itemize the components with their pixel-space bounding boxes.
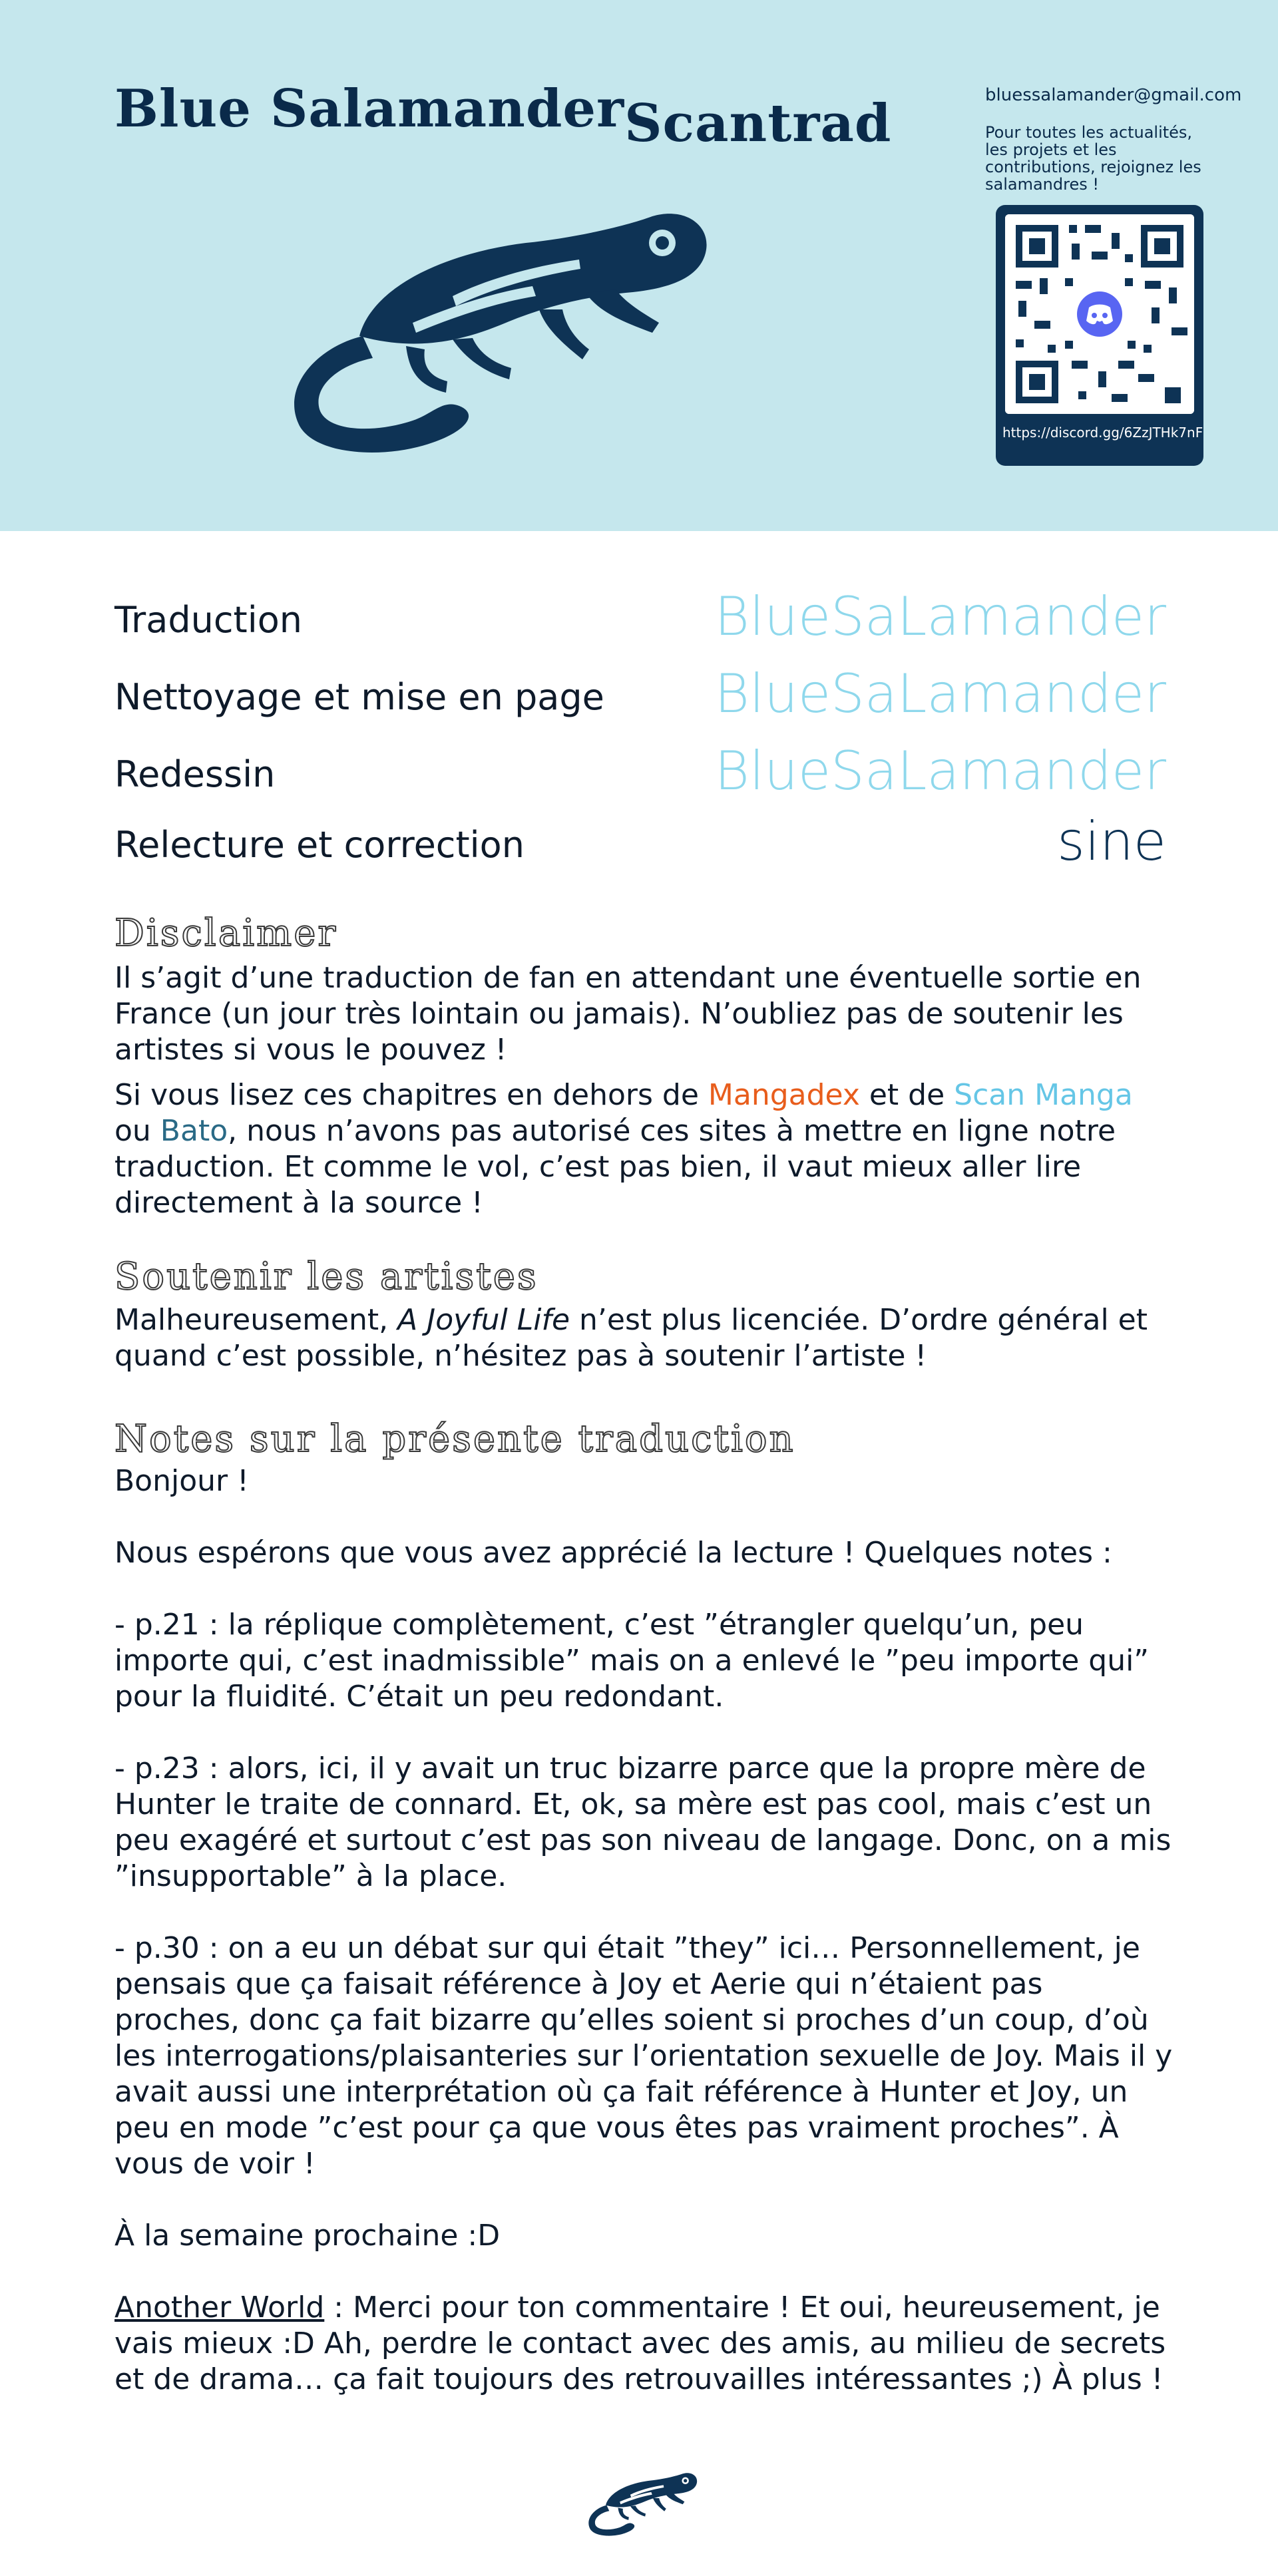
credit-name: BlueSaLamander: [714, 740, 1166, 802]
reply-text: : Merci pour ton commentaire ! Et oui, heureusement, je vais mieux :D Ah, perdre le contact avec des amis, au milieu de secrets et de drama… ça fait toujours des retrouvailles intéressantes ;) À plus !: [114, 2291, 1166, 2396]
mangadex-link[interactable]: Mangadex: [708, 1078, 860, 1112]
scanmanga-link[interactable]: Scan Manga: [954, 1078, 1133, 1112]
disclaimer-title: Disclaimer: [114, 912, 338, 955]
notes-section: [114, 1417, 1173, 2398]
discord-qr-card[interactable]: [996, 205, 1203, 466]
support-title: Soutenir les artistes: [114, 1255, 538, 1298]
notes-hello: Bonjour !: [114, 1464, 249, 1498]
support-text: Malheureusement,: [114, 1303, 398, 1337]
credit-role: Traduction: [114, 599, 302, 641]
brand-title: [114, 79, 892, 154]
disclaimer-paragraph-1: Il s’agit d’une traduction de fan en attendant une éventuelle sortie en France (un jour très lointain ou jamais). N’oubliez pas de soutenir les artistes si vous le pouvez !: [114, 961, 1142, 1067]
qr-code-icon: [1005, 214, 1194, 414]
contact-blurb: Pour toutes les actualités, les projets et les contributions, rejoignez les salamandres !: [985, 123, 1201, 194]
reply-username: Another World: [114, 2291, 325, 2324]
contact-block: [985, 85, 1242, 194]
credit-role: Relecture et correction: [114, 824, 525, 866]
disclaimer-text: Si vous lisez ces chapitres en dehors de: [114, 1078, 708, 1112]
disclaimer-text: et de: [859, 1078, 955, 1112]
credit-role: Redessin: [114, 753, 276, 795]
credit-role: Nettoyage et mise en page: [114, 676, 604, 718]
credit-row-translation: [114, 586, 1166, 645]
credit-row-proofreading: [114, 811, 1166, 870]
note-item: - p.30 : on a eu un débat sur qui était ”they” ici… Personnellement, je pensais que ça faisait référence à Joy et Aerie qui n’étaient pas proches, donc ça fait bizarre qu’elles soient si proches d’un coup, d’où les interrogations/plaisanteries sur l’orientation sexuelle de Joy. Mais il y avait aussi une interprétation où ça fait référence à Hunter et Joy, un peu en mode ”c’est pour ça que vous êtes pas vraiment proches”. À vous de voir !: [114, 1931, 1173, 2181]
credit-row-cleaning: [114, 663, 1166, 723]
salamander-logo-icon: [253, 180, 719, 459]
credit-name: sine: [1057, 811, 1166, 872]
discord-link[interactable]: https://discord.gg/6ZzJTHk7nF: [1002, 425, 1203, 441]
note-item: - p.21 : la réplique complètement, c’est ”étrangler quelqu’un, peu importe qui, c’est inadmissible” mais on a enlevé le ”peu importe qui” pour la fluidité. C’était un peu redondant.: [114, 1608, 1150, 1714]
series-title: A Joyful Life: [397, 1303, 570, 1337]
support-paragraph: [114, 1302, 1173, 1374]
notes-title: Notes sur la présente traduction: [114, 1417, 795, 1461]
disclaimer-section: [114, 912, 1173, 1221]
qr-code: [1005, 214, 1194, 414]
header-banner: [0, 0, 1278, 531]
brand-suffix: Scantrad: [624, 93, 892, 154]
brand-name: Blue Salamander: [114, 79, 625, 139]
note-item: - p.23 : alors, ici, il y avait un truc bizarre parce que la propre mère de Hunter le traite de connard. Et, ok, sa mère est pas cool, mais c’est un peu exagéré et surtout c’est pas son niveau de langage. Donc, on a mis ”insupportable” à la place.: [114, 1751, 1172, 1893]
disclaimer-text: , nous n’avons pas autorisé ces sites à mettre en ligne notre traduction. Et comme le vol, c’est pas bien, il vaut mieux aller lire directement à la source !: [114, 1114, 1116, 1220]
credit-name: BlueSaLamander: [714, 586, 1166, 647]
support-section: [114, 1255, 1173, 1374]
salamander-icon: [578, 2461, 700, 2541]
bato-link[interactable]: Bato: [160, 1114, 228, 1148]
credit-name: BlueSaLamander: [714, 663, 1166, 725]
disclaimer-paragraph-2: [114, 1077, 1173, 1221]
notes-reply: [114, 2290, 1173, 2398]
contact-email[interactable]: bluessalamander@gmail.com: [985, 85, 1242, 105]
disclaimer-text: ou: [114, 1114, 160, 1148]
credit-row-redraw: [114, 740, 1166, 800]
support-text: n’est plus licenciée. D’ordre général et quand c’est possible, n’hésitez pas à soutenir l’artiste !: [114, 1303, 1148, 1373]
notes-see-you: À la semaine prochaine :D: [114, 2219, 501, 2253]
notes-intro: Nous espérons que vous avez apprécié la lecture ! Quelques notes :: [114, 1536, 1112, 1570]
